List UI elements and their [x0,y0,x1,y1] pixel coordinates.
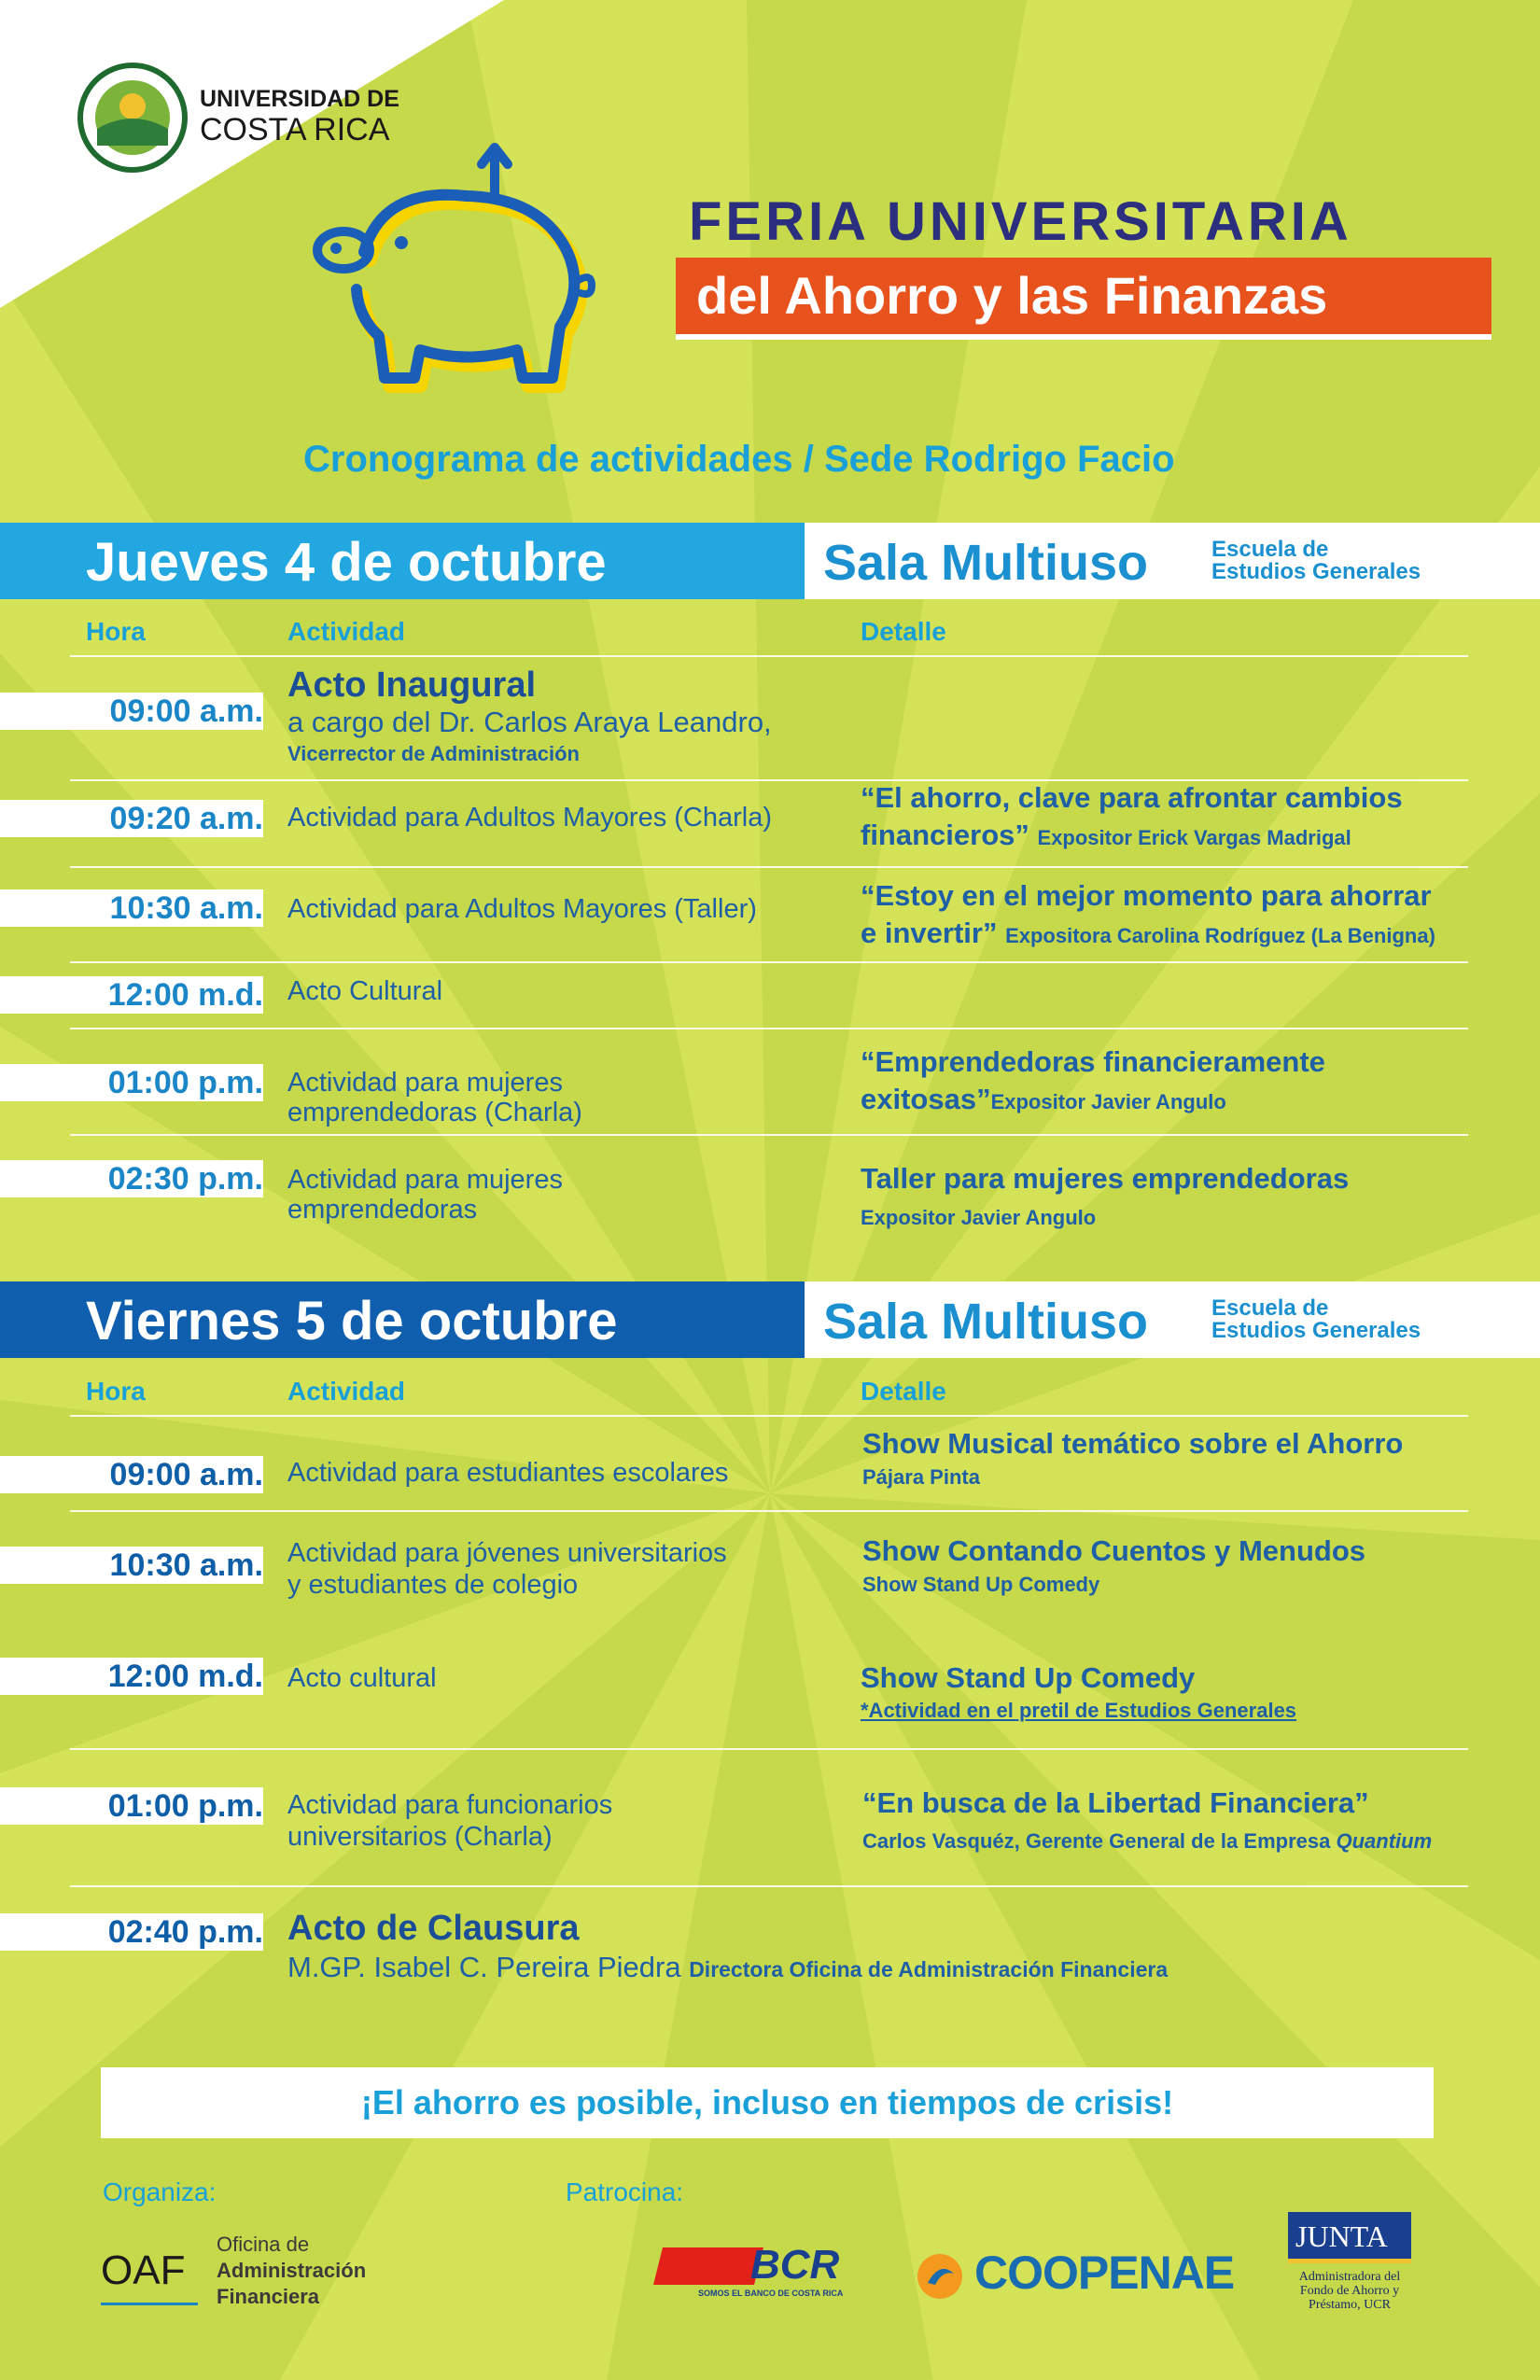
time-label: 01:00 p.m. [107,1788,263,1824]
detail-speaker: Expositor Javier Angulo [990,1090,1226,1113]
activity-text-2: universitarios (Charla) [287,1822,553,1852]
university-name-line1: UNIVERSIDAD DE [200,86,399,112]
piggy-bank-icon [308,140,625,411]
day1-band [0,523,805,599]
detail-text: “Emprendedoras financieramente [861,1045,1325,1078]
detail-speaker: Expositor Erick Vargas Madrigal [1037,826,1351,849]
oaf-underline [101,2303,198,2305]
divider [70,1510,1468,1512]
junta-logo-stripe [1288,2259,1411,2263]
day2-venue-school-l2: Estudios Generales [1211,1318,1421,1343]
day1-venue-name: Sala Multiuso [823,535,1149,591]
detail-note: *Actividad en el pretil de Estudios Generales [861,1699,1297,1722]
activity-text: Actividad para Adultos Mayores (Charla) [287,803,773,833]
time-label: 02:40 p.m. [107,1914,263,1950]
organiza-label: Organiza: [103,2177,217,2206]
detail-text: “En busca de la Libertad Financiera” [862,1786,1369,1819]
schedule-subtitle: Cronograma de actividades / Sede Rodrigo Facio [303,439,1175,480]
day1-col-actividad: Actividad [287,617,406,646]
time-label: 09:00 a.m. [109,1457,263,1492]
detail-speaker-text: Carlos Vasquéz, Gerente General de la Empresa [862,1829,1331,1853]
university-name-line2: COSTA RICA [200,112,390,147]
divider [70,1748,1468,1750]
junta-logo-text: JUNTA [1295,2219,1388,2253]
day1-col-detalle: Detalle [861,617,946,646]
activity-text: Acto cultural [287,1663,437,1693]
time-label: 09:20 a.m. [109,801,263,836]
time-label: 01:00 p.m. [107,1065,263,1100]
detail-text: Show Musical temático sobre el Ahorro [862,1427,1404,1460]
detail-text: Show Contando Cuentos y Menudos [862,1534,1366,1567]
detail-speaker: Show Stand Up Comedy [862,1573,1100,1596]
fair-title-line2: del Ahorro y las Finanzas [696,266,1328,325]
day1-title: Jueves 4 de octubre [86,532,607,593]
bcr-tagline: SOMOS EL BANCO DE COSTA RICA [698,2289,844,2298]
activity-text-2: emprendedoras (Charla) [287,1098,582,1127]
detail-speaker [862,1829,1432,1854]
divider [70,1028,1468,1029]
time-box [0,1913,263,1951]
activity-title: Acto Inaugural [287,665,537,705]
time-box [0,1547,263,1584]
bcr-logo-text: BCR [750,2242,840,2288]
day1-venue-school-l1: Escuela de [1211,537,1329,562]
activity-text-2: emprendedoras [287,1195,478,1225]
activity-text: Actividad para funcionarios [287,1790,613,1820]
activity-text: Actividad para Adultos Mayores (Taller) [287,894,757,924]
detail-text-2 [861,817,1351,857]
junta-sub-l1: Administradora del [1298,2270,1401,2284]
detail-text-2 [861,1081,1226,1121]
time-label: 10:30 a.m. [109,890,263,926]
junta-logo-box [1288,2212,1411,2259]
activity-text: Acto Cultural [287,976,443,1006]
detail-line2: financieros” [861,819,1029,851]
day1-venue [805,523,1540,599]
activity-title: Acto de Clausura [287,1909,580,1948]
time-box [0,1064,263,1101]
activity-text: Actividad para mujeres [287,1068,563,1098]
coopenae-logo-text: COOPENAE [974,2247,1235,2299]
detail-speaker-company: Quantium [1336,1829,1433,1853]
time-box [0,693,263,730]
time-box [0,1658,263,1695]
detail-text: “Estoy en el mejor momento para ahorrar [861,879,1432,912]
detail-line2: e invertir” [861,917,998,949]
detail-text: Taller para mujeres emprendedoras [861,1162,1350,1195]
time-label: 12:00 m.d. [107,977,263,1013]
activity-text: M.GP. Isabel C. Pereira Piedra [287,1951,681,1983]
oaf-name-l2: Administración [217,2259,367,2282]
divider [70,1415,1468,1417]
divider [70,866,1468,868]
activity-subtext: Directora Oficina de Administración Financiera [689,1957,1169,1981]
day1-venue-school-l2: Estudios Generales [1211,559,1421,584]
divider [70,961,1468,963]
time-box [0,1160,263,1197]
activity-subtext: Vicerrector de Administración [287,742,580,765]
day2-col-hora: Hora [86,1377,146,1406]
fair-title-line1: FERIA UNIVERSITARIA [689,191,1352,252]
slogan-banner [101,2067,1434,2138]
time-box [0,800,263,837]
time-label: 12:00 m.d. [107,1659,263,1694]
detail-text-2 [861,915,1435,955]
time-box [0,976,263,1014]
day2-col-actividad: Actividad [287,1377,406,1406]
detail-text: Show Stand Up Comedy [861,1661,1196,1694]
detail-line2: exitosas” [861,1083,991,1115]
fair-title-banner [676,258,1491,340]
coopenae-logo-icon [915,2251,965,2302]
patrocina-label: Patrocina: [566,2177,684,2206]
day2-title: Viernes 5 de octubre [86,1291,618,1351]
activity-text: Actividad para estudiantes escolares [287,1458,729,1488]
oaf-name-l1: Oficina de [217,2233,310,2256]
activity-text-2: y estudiantes de colegio [287,1570,579,1600]
detail-text: “El ahorro, clave para afrontar cambios [861,781,1403,814]
junta-sub-l2: Fondo de Ahorro y [1299,2284,1400,2298]
detail-speaker: Expositor Javier Angulo [861,1206,1097,1229]
activity-text-line [287,1953,1168,1984]
time-label: 10:30 a.m. [109,1547,263,1583]
day2-venue-school-l1: Escuela de [1211,1295,1329,1321]
day1-col-hora: Hora [86,617,146,646]
junta-sub-l3: Préstamo, UCR [1309,2298,1391,2312]
time-box [0,1456,263,1493]
divider [70,1134,1468,1136]
day2-band [0,1281,805,1358]
day2-venue-name: Sala Multiuso [823,1294,1149,1350]
detail-speaker: Pájara Pinta [862,1465,980,1489]
time-label: 02:30 p.m. [107,1161,263,1197]
university-seal-icon [77,62,189,174]
divider [70,1885,1468,1887]
time-box [0,889,263,927]
slogan-text: ¡El ahorro es posible, incluso en tiempos de crisis! [360,2083,1174,2121]
time-label: 09:00 a.m. [109,693,263,729]
oaf-name-l3: Financiera [217,2285,320,2308]
time-box [0,1787,263,1825]
day2-col-detalle: Detalle [861,1377,946,1406]
oaf-logo-text: OAF [101,2247,186,2293]
day2-venue [805,1281,1540,1358]
activity-text: Actividad para jóvenes universitarios [287,1538,727,1568]
detail-speaker: Expositora Carolina Rodríguez (La Benigna) [1005,924,1435,947]
divider [70,655,1468,657]
activity-text: a cargo del Dr. Carlos Araya Leandro, [287,706,772,738]
activity-text: Actividad para mujeres [287,1165,563,1195]
